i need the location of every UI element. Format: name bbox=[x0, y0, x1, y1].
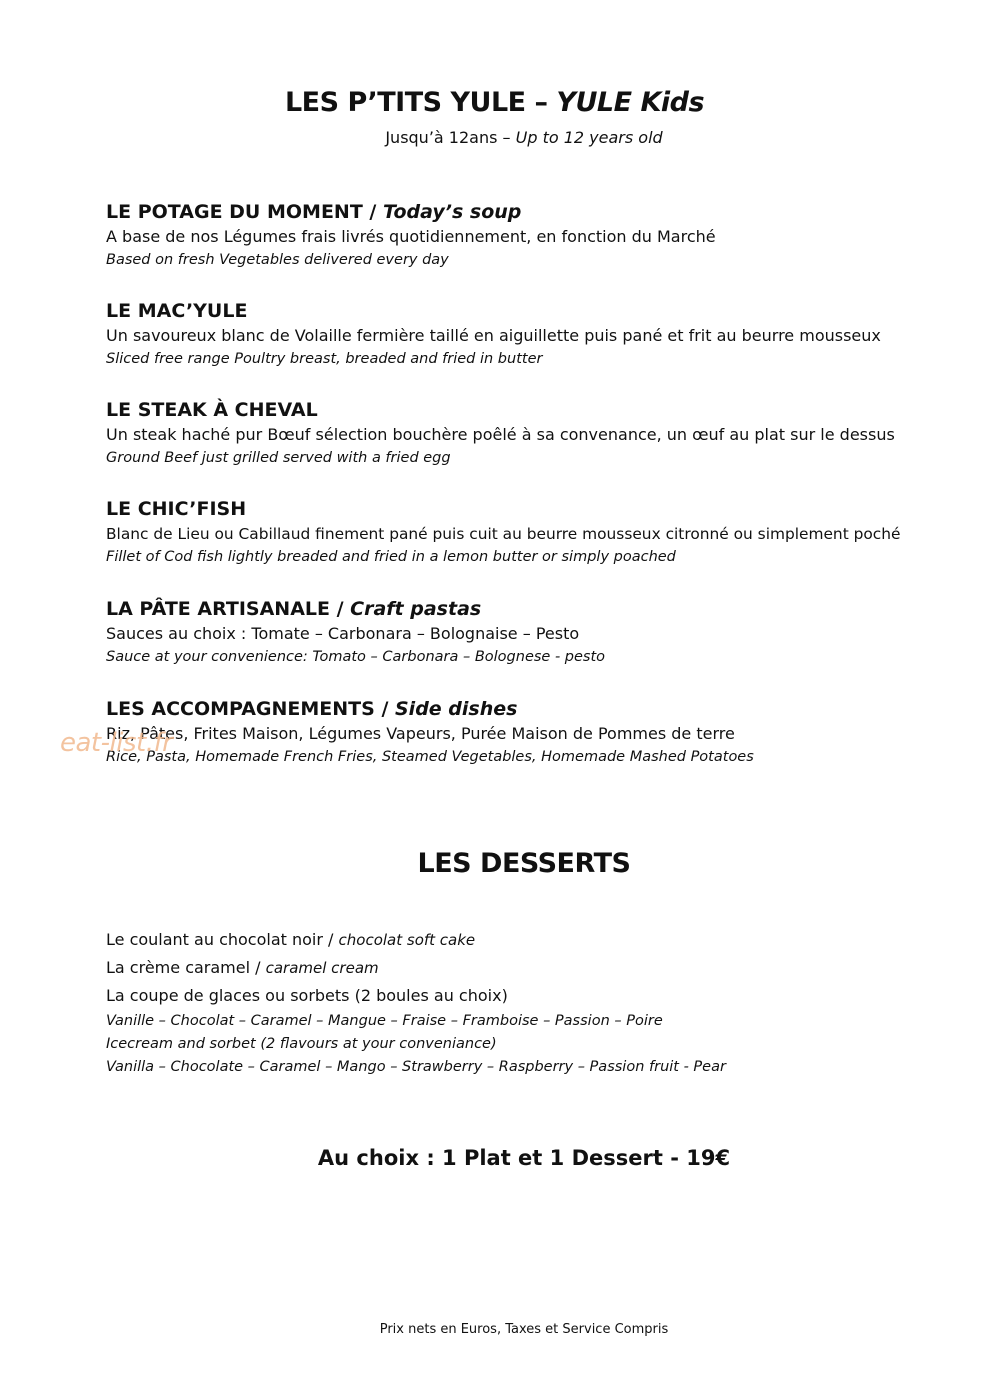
section-title bbox=[106, 298, 966, 324]
section-desc-fr: Sauces au choix : Tomate – Carbonara – Bolognaise – Pesto bbox=[106, 624, 580, 643]
dessert-item-chocolate bbox=[106, 926, 966, 954]
dessert-flavours-fr: Vanille – Chocolat – Caramel – Mangue – Fraise – Framboise – Passion – Poire bbox=[106, 1013, 663, 1029]
section-title bbox=[106, 596, 966, 622]
section-title bbox=[106, 199, 966, 225]
section-desc-en: Fillet of Cod fish lightly breaded and fried in a lemon butter or simply poached bbox=[106, 549, 676, 565]
section-title-en: Today’s soup bbox=[382, 201, 522, 223]
dessert-item-en: chocolat soft cake bbox=[338, 931, 476, 949]
page-subtitle-fr: Jusqu’à 12ans – bbox=[385, 128, 516, 147]
section-desc-fr: A base de nos Légumes frais livrés quotidiennement, en fonction du Marché bbox=[106, 227, 716, 246]
menu-section-sides bbox=[106, 696, 966, 768]
section-desc-fr: Blanc de Lieu ou Cabillaud finement pané puis cuit au beurre mousseux citronné ou simplement poché bbox=[106, 525, 901, 543]
section-title-fr: LES ACCOMPAGNEMENTS / bbox=[106, 698, 395, 720]
desserts-list bbox=[106, 926, 966, 1079]
footer-note: Prix nets en Euros, Taxes et Service Compris bbox=[379, 1322, 669, 1337]
price-offer: Au choix : 1 Plat et 1 Dessert - 19€ bbox=[317, 1146, 731, 1170]
menu-section-soup bbox=[106, 199, 966, 271]
page-subtitle bbox=[0, 128, 989, 147]
section-title bbox=[106, 696, 966, 722]
page-subtitle-en: Up to 12 years old bbox=[515, 128, 663, 147]
section-title-fr: LE STEAK À CHEVAL bbox=[106, 399, 318, 421]
dessert-item-fr: La crème caramel / bbox=[106, 958, 266, 977]
menu-section-macyule bbox=[106, 298, 966, 370]
section-desc-en: Rice, Pasta, Homemade French Fries, Steamed Vegetables, Homemade Mashed Potatoes bbox=[106, 749, 754, 765]
menu-section-chicfish bbox=[106, 496, 966, 568]
section-desc-en: Sliced free range Poultry breast, breaded and fried in butter bbox=[106, 351, 543, 367]
section-desc-en: Ground Beef just grilled served with a fried egg bbox=[106, 450, 451, 466]
section-desc-en: Based on fresh Vegetables delivered every day bbox=[106, 252, 449, 268]
section-title-fr: LE POTAGE DU MOMENT / bbox=[106, 201, 383, 223]
menu-section-pasta bbox=[106, 596, 966, 668]
watermark: eat-list.fr bbox=[60, 728, 173, 758]
dessert-item-en: caramel cream bbox=[265, 959, 379, 977]
dessert-icecream-en: Icecream and sorbet (2 flavours at your conveniance) bbox=[106, 1036, 497, 1052]
dessert-flavours-en: Vanilla – Chocolate – Caramel – Mango – Strawberry – Raspberry – Passion fruit - Pear bbox=[106, 1059, 726, 1075]
section-desc-fr: Riz, Pâtes, Frites Maison, Légumes Vapeurs, Purée Maison de Pommes de terre bbox=[106, 724, 735, 743]
dessert-item-icecream: La coupe de glaces ou sorbets (2 boules au choix) bbox=[106, 986, 508, 1005]
section-desc-en: Sauce at your convenience: Tomato – Carbonara – Bolognese - pesto bbox=[106, 649, 606, 665]
section-desc-fr: Un steak haché pur Bœuf sélection bouchère poêlé à sa convenance, un œuf au plat sur le dessus bbox=[106, 425, 895, 444]
section-title-en: Side dishes bbox=[395, 698, 518, 720]
page-title-en: YULE Kids bbox=[556, 87, 705, 118]
section-title-fr: LE MAC’YULE bbox=[106, 300, 248, 322]
page-title-fr: LES P’TITS YULE – bbox=[284, 87, 557, 118]
section-title bbox=[106, 496, 966, 522]
section-title-fr: LE CHIC’FISH bbox=[106, 498, 247, 520]
section-title bbox=[106, 397, 966, 423]
section-title-en: Craft pastas bbox=[350, 598, 482, 620]
menu-section-steak bbox=[106, 397, 966, 469]
section-title-fr: LA PÂTE ARTISANALE / bbox=[106, 598, 351, 620]
dessert-item-fr: Le coulant au chocolat noir / bbox=[106, 930, 339, 949]
desserts-title: LES DESSERTS bbox=[417, 848, 631, 879]
dessert-item-caramel bbox=[106, 954, 966, 982]
page-title bbox=[0, 87, 989, 118]
section-desc-fr: Un savoureux blanc de Volaille fermière taillé en aiguillette puis pané et frit au beurre mousseux bbox=[106, 326, 881, 345]
